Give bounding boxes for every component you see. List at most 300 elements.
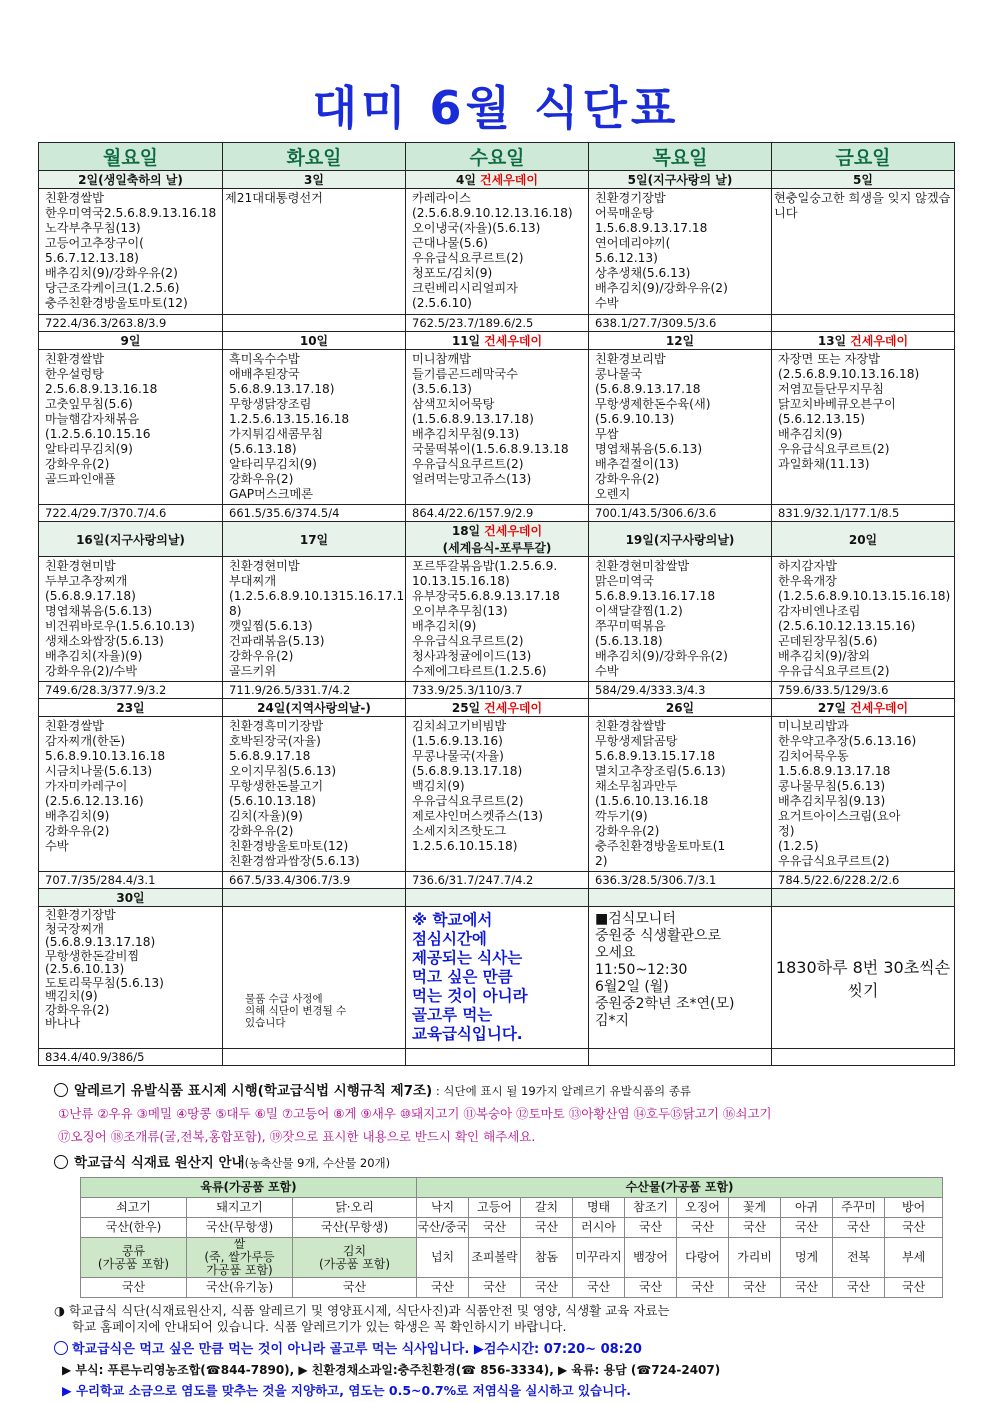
menu-cell <box>772 189 955 315</box>
menu-item: 친환경쌀밥 <box>45 191 104 205</box>
menu-cell <box>589 189 772 315</box>
menu-item: 친환경방울토마토(12) <box>229 839 349 853</box>
date-label: 10일 <box>299 334 329 348</box>
weekday-mon: 월요일 <box>39 143 223 171</box>
origin-country: 국산 <box>833 1278 885 1298</box>
menu-item: 애배추된장국 <box>229 367 300 381</box>
menu-item: 배추김치(9) <box>778 427 843 441</box>
nutrition-cell: 661.5/35.6/374.5/4 <box>223 505 406 522</box>
menu-item: 오이냉국(자율)(5.6.13) <box>412 221 541 235</box>
menu-item: 친환경쌀밥 <box>45 719 104 733</box>
menu-item: 5.6.8.9.13.17.18) <box>229 382 335 396</box>
supply-note-line: 있습니다 <box>245 1017 286 1029</box>
date-label: 20일 <box>848 532 878 547</box>
menu-item: 골드파인애플 <box>45 472 116 486</box>
menu-cell <box>39 189 223 315</box>
menu-row <box>39 717 955 872</box>
date-cell <box>223 171 406 189</box>
menu-item: 친환경현미찹쌀밥 <box>595 559 690 573</box>
menu-item: (2.5.6.8.9.10.12.13.16.18) <box>412 206 573 220</box>
date-cell <box>589 699 772 717</box>
half-circle-icon: ◑ <box>54 1303 65 1318</box>
notice-line: 먹고 싶은 만큼 <box>412 968 513 986</box>
date-cell <box>772 171 955 189</box>
origin-country: 국산 <box>729 1218 781 1238</box>
menu-item: 알타리무김치(9) <box>229 457 317 471</box>
menu-item: 무쌈 <box>595 427 619 441</box>
menu-cell <box>772 350 955 505</box>
weekday-header-row <box>39 143 955 171</box>
menu-item: 한우미역국2.5.6.8.9.13.16.18 <box>45 206 217 220</box>
menu-item: 김치쇠고기비빔밥 <box>412 719 507 733</box>
menu-item: 백김치(9) <box>45 989 98 1003</box>
origin-item: 다랑어 <box>677 1238 729 1278</box>
date-cell <box>39 522 223 557</box>
menu-item: (2.5.6.12.13.16) <box>45 794 144 808</box>
circle-bullet-icon <box>54 1083 68 1097</box>
menu-item: 당근조각케이크(1.2.5.6) <box>45 281 180 295</box>
menu-item: 노각부추무침(13) <box>45 221 141 235</box>
menu-item: 어묵매운탕 <box>595 206 654 220</box>
menu-cell <box>406 189 589 315</box>
origin-country: 러시아 <box>573 1218 625 1238</box>
menu-item: 닭꼬치바베큐오븐구이 <box>778 397 896 411</box>
menu-item: 가자미카레구이 <box>45 779 128 793</box>
menu-item: 크린베리시리얼피자 <box>412 281 518 295</box>
memorial-day-caption: 숭고한 희생을 잊지 않겠습니다 <box>774 191 951 220</box>
menu-item: 무항생제한돈수육(새) <box>595 397 711 411</box>
menu-item: 깍두기(9) <box>595 809 648 823</box>
menu-item: GAP머스크메론 <box>229 487 313 501</box>
election-title-line2: 대통령선거 <box>264 191 323 205</box>
monitor-line: ■검식모니터 <box>595 911 676 927</box>
supply-note <box>245 993 346 1029</box>
nutrition-cell: 864.4/22.6/157.9/2.9 <box>406 505 589 522</box>
weekday-tue: 화요일 <box>223 143 406 171</box>
menu-item: 배추김치(9)/강화우유(2) <box>595 281 728 295</box>
origin-group-seafood: 수산물(가공품 포함) <box>417 1178 943 1198</box>
menu-item: (5.6.8.9.13.17.18) <box>412 764 523 778</box>
circle-bullet-icon <box>54 1155 68 1169</box>
menu-item: 가지튀김새콤무침 <box>229 427 324 441</box>
menu-item: 우유급식요쿠르트(2) <box>412 794 524 808</box>
allergy-section-heading: 알레르기 유발식품 표시제 시행(학교급식법 시행규칙 제7조) : 식단에 표시 될 19가지 알레르기 유발식품의 종류 <box>54 1079 691 1099</box>
menu-item: (2.5.6.10) <box>412 296 472 310</box>
monitor-line: 11:50~12:30 <box>595 962 688 978</box>
menu-item: 5.6.7.12.13.18) <box>45 251 139 265</box>
origin-country: 국산 <box>81 1278 187 1298</box>
menu-item: 무항생한돈갈비찜 <box>45 948 140 963</box>
menu-item: 친환경흑미기장밥 <box>229 719 324 733</box>
allergen-list-line2: ⑰오징어 ⑱조개류(굴,전복,홍합포함), ⑲잣으로 표시한 내용으로 반드시 확인 해주세요. <box>58 1129 536 1144</box>
origin-item: 오징어 <box>677 1198 729 1218</box>
meal-notice: 학교급식은 먹고 싶은 만큼 먹는 것이 아니라 골고루 먹는 식사입니다. ▶검수시간: 07:20~ 08:20 <box>54 1338 642 1357</box>
nutrition-cell-empty <box>406 1049 589 1066</box>
menu-item: 친환경현미밥 <box>229 559 300 573</box>
page-title: 대미 6월 식단표 <box>312 81 680 135</box>
menu-item: 강화우유(2)/수박 <box>45 664 138 678</box>
menu-row <box>39 189 955 315</box>
menu-item: 친환경찹쌀밥 <box>595 719 666 733</box>
menu-item: 1.5.6.8.9.13.17.18 <box>778 764 891 778</box>
menu-item: 곤데된장무침(5.6) <box>778 634 878 648</box>
menu-cell <box>223 189 406 315</box>
origin-row <box>81 1218 943 1238</box>
handwash-label: 손씻기 <box>847 957 951 1000</box>
menu-item: 감자찌개(한돈) <box>45 734 126 748</box>
menu-item: 콩나물국 <box>595 367 643 381</box>
menu-item: 포르뚜갈볶음밥(1.2.5.6.9. <box>412 559 558 573</box>
menu-item: 김치어묵우동 <box>778 749 849 763</box>
menu-item: 알타리무김치(9) <box>45 442 133 456</box>
menu-cell <box>223 557 406 682</box>
nutrition-cell: 834.4/40.9/386/5 <box>39 1049 223 1066</box>
menu-item: 강화우유(2) <box>229 472 294 486</box>
menu-item: 배추김치무침(9.13) <box>412 427 520 441</box>
info-notice: ◑ 학교급식 식단(식재료원산지, 식품 알레르기 및 영양표시제, 식단사진)과 식품안전 및 영양, 식생활 교육 자료는 학교 홈페이지에 안내되어 있습니다. 식품 알레르기가 있는 학생은 꼭 확인하시기 바랍니다. <box>54 1303 670 1334</box>
date-label: 23일 <box>116 701 145 715</box>
menu-row <box>39 350 955 505</box>
nutrition-cell: 762.5/23.7/189.6/2.5 <box>406 315 589 332</box>
menu-item: 소세지치즈핫도그 <box>412 824 507 838</box>
low-salt-notice: ▶ 우리학교 소금으로 염도를 맞추는 것을 지양하고, 염도는 0.5~0.7%로 저염식을 실시하고 있습니다. <box>62 1383 631 1398</box>
nutrition-cell-empty <box>589 1049 772 1066</box>
origin-country: 국산(무항생) <box>293 1218 417 1238</box>
menu-item: 청국장찌개 <box>45 921 104 936</box>
menu-item: 들기름곤드레막국수 <box>412 367 518 381</box>
origin-item: 뱀장어 <box>625 1238 677 1278</box>
menu-cell <box>223 350 406 505</box>
origin-item: 쇠고기 <box>81 1198 187 1218</box>
date-label: 25일 <box>451 701 481 715</box>
menu-item: 무항생닭장조림 <box>229 397 312 411</box>
menu-item: 청포도/김치(9) <box>412 266 493 280</box>
menu-item: 강화우유(2) <box>45 457 110 471</box>
menu-item: 1.5.6.8.9.13.17.18 <box>595 221 708 235</box>
healthy-teeth-day-tag: 건세우데이 <box>850 701 909 715</box>
menu-item: 깻잎찜(5.6.13) <box>229 619 313 633</box>
date-cell <box>39 332 223 350</box>
meal-monitor-info <box>589 907 772 1049</box>
menu-item: 5.6.8.9.17.18 <box>229 749 311 763</box>
menu-item: 1.2.5.6.13.15.16.18 <box>229 412 350 426</box>
nutrition-row <box>39 1049 955 1066</box>
origin-item: 참조기 <box>625 1198 677 1218</box>
menu-item: 국물떡볶이(1.5.6.8.9.13.18 <box>412 442 569 456</box>
menu-item: 제로샤인머스켓쥬스(13) <box>412 809 543 823</box>
menu-item: 충주친환경방울토마토(1 <box>595 839 726 853</box>
menu-item: 한우설렁탕 <box>45 367 104 381</box>
menu-item: 하지감자밥 <box>778 559 837 573</box>
menu-item: (5.6.9.10.13) <box>595 412 675 426</box>
origin-item: 가리비 <box>729 1238 781 1278</box>
monitor-line: 오세요 <box>595 945 636 961</box>
nutrition-cell: 584/29.4/333.3/4.3 <box>589 682 772 699</box>
date-label: 4일 <box>456 173 476 187</box>
menu-cell <box>39 907 223 1049</box>
origin-group-meat: 육류(가공품 포함) <box>81 1178 417 1198</box>
allergen-list-line1: ①난류 ②우유 ③메밀 ④땅콩 ⑤대두 ⑥밀 ⑦고등어 ⑧게 ⑨새우 ⑩돼지고기 ⑪복숭아 ⑫토마토 ⑬아황산염 ⑭호두⑮닭고기 ⑯쇠고기 <box>58 1106 772 1121</box>
date-cell <box>223 332 406 350</box>
origin-row <box>81 1278 943 1298</box>
origin-country: 국산 <box>625 1218 677 1238</box>
origin-country: 국산 <box>625 1278 677 1298</box>
origin-item: 고등어 <box>469 1198 521 1218</box>
menu-item: 오이지무침(5.6.13) <box>229 764 337 778</box>
menu-row <box>39 907 955 1049</box>
menu-item: 수제에그타르트(1.2.5.6) <box>412 664 547 678</box>
menu-item: 오이부추무침(13) <box>412 604 508 618</box>
date-cell <box>589 332 772 350</box>
menu-item: 근대나물(5.6) <box>412 236 488 250</box>
menu-item: 바나나 <box>45 1016 81 1030</box>
menu-cell <box>223 717 406 872</box>
notice-line: ※ 학교에서 <box>412 911 493 929</box>
monitor-line: 6월2일 (월) <box>595 979 669 995</box>
election-illustration <box>225 191 323 205</box>
menu-item: 흑미옥수수밥 <box>229 352 300 366</box>
menu-item: 5.6.12.13) <box>595 251 658 265</box>
menu-item: 오렌지 <box>595 487 631 501</box>
origin-row <box>81 1238 943 1278</box>
notice-line: 교육급식입니다. <box>412 1025 523 1043</box>
menu-item: 5.6.8.9.10.13.16.18 <box>45 749 166 763</box>
handwash-number: 1830 <box>775 957 817 977</box>
supply-note-line: 의해 식단이 변경될 수 <box>245 1005 347 1017</box>
menu-item: (1.5.6.10.13.16.18 <box>595 794 709 808</box>
date-cell-empty <box>589 889 772 907</box>
menu-item: 비건꿔바로우(1.5.6.10.13) <box>45 619 195 633</box>
menu-item: (5.6.13.18) <box>595 634 663 648</box>
menu-item: 쭈꾸미떡볶음 <box>595 619 666 633</box>
menu-item: 강화우유(2) <box>45 824 110 838</box>
notice-line: 제공되는 식사는 <box>412 949 523 967</box>
menu-item: (1.2.5) <box>778 839 819 853</box>
date-label: 5일(지구사랑의 날) <box>627 173 733 187</box>
date-label: 12일 <box>665 334 695 348</box>
menu-item: 시금치나물(5.6.13) <box>45 764 153 778</box>
menu-item: 미니보리밥과 <box>778 719 849 733</box>
origin-item: 명태 <box>573 1198 625 1218</box>
nutrition-cell: 784.5/22.6/228.2/2.6 <box>772 872 955 889</box>
origin-country: 국산 <box>521 1278 573 1298</box>
menu-item: 김치(자율)(9) <box>229 809 303 823</box>
menu-table <box>38 142 955 1066</box>
date-label: 19일(지구사랑의날) <box>625 532 735 547</box>
menu-item: (5.6.8.9.13.17.18) <box>45 935 156 949</box>
menu-item: 채소무침과만두 <box>595 779 678 793</box>
origin-item: 미꾸라지 <box>573 1238 625 1278</box>
menu-item: 부대찌개 <box>229 574 277 588</box>
menu-item: 수박 <box>45 839 69 853</box>
menu-item: 배추김치(9)/참외 <box>778 649 871 663</box>
origin-item: 방어 <box>885 1198 943 1218</box>
notice-line: 먹는 것이 아니라 <box>412 987 528 1005</box>
menu-item: 얼려먹는망고쥬스(13) <box>412 472 532 486</box>
origin-country: 국산 <box>521 1218 573 1238</box>
menu-item: 강화우유(2) <box>595 472 660 486</box>
origin-section-heading: 학교급식 식재료 원산지 안내(농축산물 9개, 수산물 20개) <box>54 1151 390 1171</box>
origin-country: 국산 <box>469 1278 521 1298</box>
menu-item: 수박 <box>595 296 619 310</box>
healthy-teeth-day-tag: 건세우데이 <box>484 701 543 715</box>
date-cell <box>223 522 406 557</box>
menu-item: 친환경쌀밥 <box>45 352 104 366</box>
nutrition-cell: 707.7/35/284.4/3.1 <box>39 872 223 889</box>
nutrition-row <box>39 682 955 699</box>
menu-item: 요거트아이스크림(요아 <box>778 809 901 823</box>
menu-item: 연어데리야끼( <box>595 236 671 250</box>
menu-item: (2.5.6.10.13) <box>45 962 125 976</box>
date-cell <box>406 699 589 717</box>
menu-cell <box>772 717 955 872</box>
nutrition-cell <box>223 315 406 332</box>
menu-item: (1.2.5.6.8.9.10.13.15.16.18) <box>778 589 951 603</box>
origin-country: 국산 <box>293 1278 417 1298</box>
menu-item: 자장면 또는 자장밥 <box>778 352 880 366</box>
menu-item: 8) <box>229 604 242 618</box>
menu-item: 배추겉절이(13) <box>595 457 679 471</box>
origin-item: 부세 <box>885 1238 943 1278</box>
circle-bullet-icon <box>54 1341 68 1355</box>
date-cell <box>406 522 589 557</box>
menu-cell <box>39 350 223 505</box>
origin-country: 국산(유기농) <box>187 1278 293 1298</box>
menu-item: (2.5.6.10.12.13.15.16) <box>778 619 916 633</box>
menu-item: 2) <box>595 854 608 868</box>
memorial-day-label: 현충일 <box>774 191 810 205</box>
weekday-thu: 목요일 <box>589 143 772 171</box>
menu-item: 상추생채(5.6.13) <box>595 266 691 280</box>
date-cell-empty <box>772 889 955 907</box>
nutrition-cell: 667.5/33.4/306.7/3.9 <box>223 872 406 889</box>
nutrition-cell: 759.6/33.5/129/3.6 <box>772 682 955 699</box>
date-cell <box>772 699 955 717</box>
menu-item: 미니참깨밥 <box>412 352 471 366</box>
date-row <box>39 699 955 717</box>
menu-item: 이색달걀찜(1.2) <box>595 604 683 618</box>
date-label: 16일(지구사랑의날) <box>76 532 185 547</box>
origin-table <box>80 1177 943 1298</box>
menu-item: (5.6.13.18) <box>229 442 297 456</box>
menu-cell <box>589 350 772 505</box>
menu-item: 우유급식요쿠르트(2) <box>412 457 524 471</box>
menu-item: 5.6.8.9.13.15.17.18 <box>595 749 716 763</box>
menu-item: 무항생한돈불고기 <box>229 779 324 793</box>
menu-item: 멸치고추장조림(5.6.13) <box>595 764 726 778</box>
supply-note-line: 물품 수급 사정에 <box>245 993 323 1005</box>
menu-item: (5.6.10.13.18) <box>229 794 317 808</box>
nutrition-cell: 722.4/36.3/263.8/3.9 <box>39 315 223 332</box>
menu-cell <box>589 557 772 682</box>
origin-item: 콩류 (가공품 포함) <box>81 1238 187 1278</box>
menu-item: (2.5.6.8.9.10.13.16.18) <box>778 367 920 381</box>
date-cell <box>406 332 589 350</box>
menu-item: (1.2.5.6.10.15.16 <box>45 427 151 441</box>
menu-item: (3.5.6.13) <box>412 382 472 396</box>
menu-cell <box>406 350 589 505</box>
monitor-line: 중원중 식생활관으로 <box>595 928 722 944</box>
menu-item: 도토리묵무침(5.6.13) <box>45 975 164 990</box>
notice-line: 점심시간에 <box>412 930 487 948</box>
menu-item: 고춧잎무침(5.6) <box>45 397 133 411</box>
handwash-subtext: 하루 8번 30초씩 <box>816 957 935 977</box>
nutrition-cell: 749.6/28.3/377.9/3.2 <box>39 682 223 699</box>
menu-item: 강화우유(2) <box>229 649 294 663</box>
origin-country: 국산 <box>833 1218 885 1238</box>
origin-item: 꽃게 <box>729 1198 781 1218</box>
menu-item: 배추김치무침(9.13) <box>778 794 886 808</box>
menu-item: 친환경보리밥 <box>595 352 666 366</box>
healthy-teeth-day-tag: 건세우데이 <box>484 334 543 348</box>
origin-country: 국산/중국 <box>417 1218 469 1238</box>
menu-item: 배추김치(자율)(9) <box>45 649 143 663</box>
origin-country: 국산 <box>729 1278 781 1298</box>
nutrition-cell <box>772 315 955 332</box>
menu-item: 건파래볶음(5.13) <box>229 634 325 648</box>
origin-item: 전복 <box>833 1238 885 1278</box>
origin-country: 국산 <box>573 1278 625 1298</box>
nutrition-cell: 831.9/32.1/177.1/8.5 <box>772 505 955 522</box>
origin-country: 국산 <box>677 1218 729 1238</box>
menu-item: 친환경기장밥 <box>45 908 116 922</box>
nutrition-cell: 636.3/28.5/306.7/3.1 <box>589 872 772 889</box>
nutrition-cell: 722.4/29.7/370.7/4.6 <box>39 505 223 522</box>
menu-item: 카레라이스 <box>412 191 471 205</box>
weekday-wed: 수요일 <box>406 143 589 171</box>
origin-item: 주꾸미 <box>833 1198 885 1218</box>
menu-item: 한우육개장 <box>778 574 837 588</box>
menu-cell <box>39 557 223 682</box>
menu-item: (5.6.12.13.15) <box>778 412 866 426</box>
date-row <box>39 522 955 557</box>
menu-item: 감자비엔나조림 <box>778 604 861 618</box>
healthy-teeth-day-tag: 건세우데이 <box>850 334 909 348</box>
menu-item: 유부장국5.6.8.9.13.17.18 <box>412 589 560 603</box>
date-label: 3일 <box>304 173 324 187</box>
origin-country: 국산 <box>417 1278 469 1298</box>
menu-cell <box>772 557 955 682</box>
nutrition-cell: 736.6/31.7/247.7/4.2 <box>406 872 589 889</box>
origin-item: 김치 (가공품 포함) <box>293 1238 417 1278</box>
date-label: 13일 <box>817 334 847 348</box>
memorial-day-illustration <box>774 191 950 220</box>
menu-item: 우유급식요쿠르트(2) <box>778 854 890 868</box>
date-cell <box>772 332 955 350</box>
election-title-line1: 제21대 <box>225 191 265 205</box>
menu-item: 1.2.5.6.10.15.18) <box>412 839 518 853</box>
menu-cell <box>39 717 223 872</box>
monitor-line: 중원중2학년 조*연(모) <box>595 996 735 1012</box>
date-label: 2일(생일축하의 날) <box>78 173 183 187</box>
menu-item: 명엽채볶음(5.6.13) <box>45 604 153 618</box>
origin-item: 참돔 <box>521 1238 573 1278</box>
origin-row <box>81 1198 943 1218</box>
menu-item: 호박된장국(자율) <box>229 734 321 748</box>
menu-item: (5.6.8.9.13.17.18 <box>595 382 701 396</box>
date-cell: 30일 <box>39 889 223 907</box>
date-label: 9일 <box>120 334 141 348</box>
nutrition-cell-empty <box>223 1049 406 1066</box>
supplier-line: ▶ 부식: 푸른누리영농조합(☎844-7890), ▶ 친환경채소과일:충주친환경(☎ 856-3334), ▶ 육류: 용담 (☎724-2407) <box>62 1363 721 1377</box>
nutrition-row <box>39 505 955 522</box>
menu-item: 배추김치(9)/강화우유(2) <box>45 266 178 280</box>
origin-item: 돼지고기 <box>187 1198 293 1218</box>
nutrition-row <box>39 872 955 889</box>
menu-item: 강화우유(2) <box>45 1002 110 1017</box>
menu-cell <box>589 717 772 872</box>
menu-item: 무콩나물국(자율) <box>412 749 504 763</box>
